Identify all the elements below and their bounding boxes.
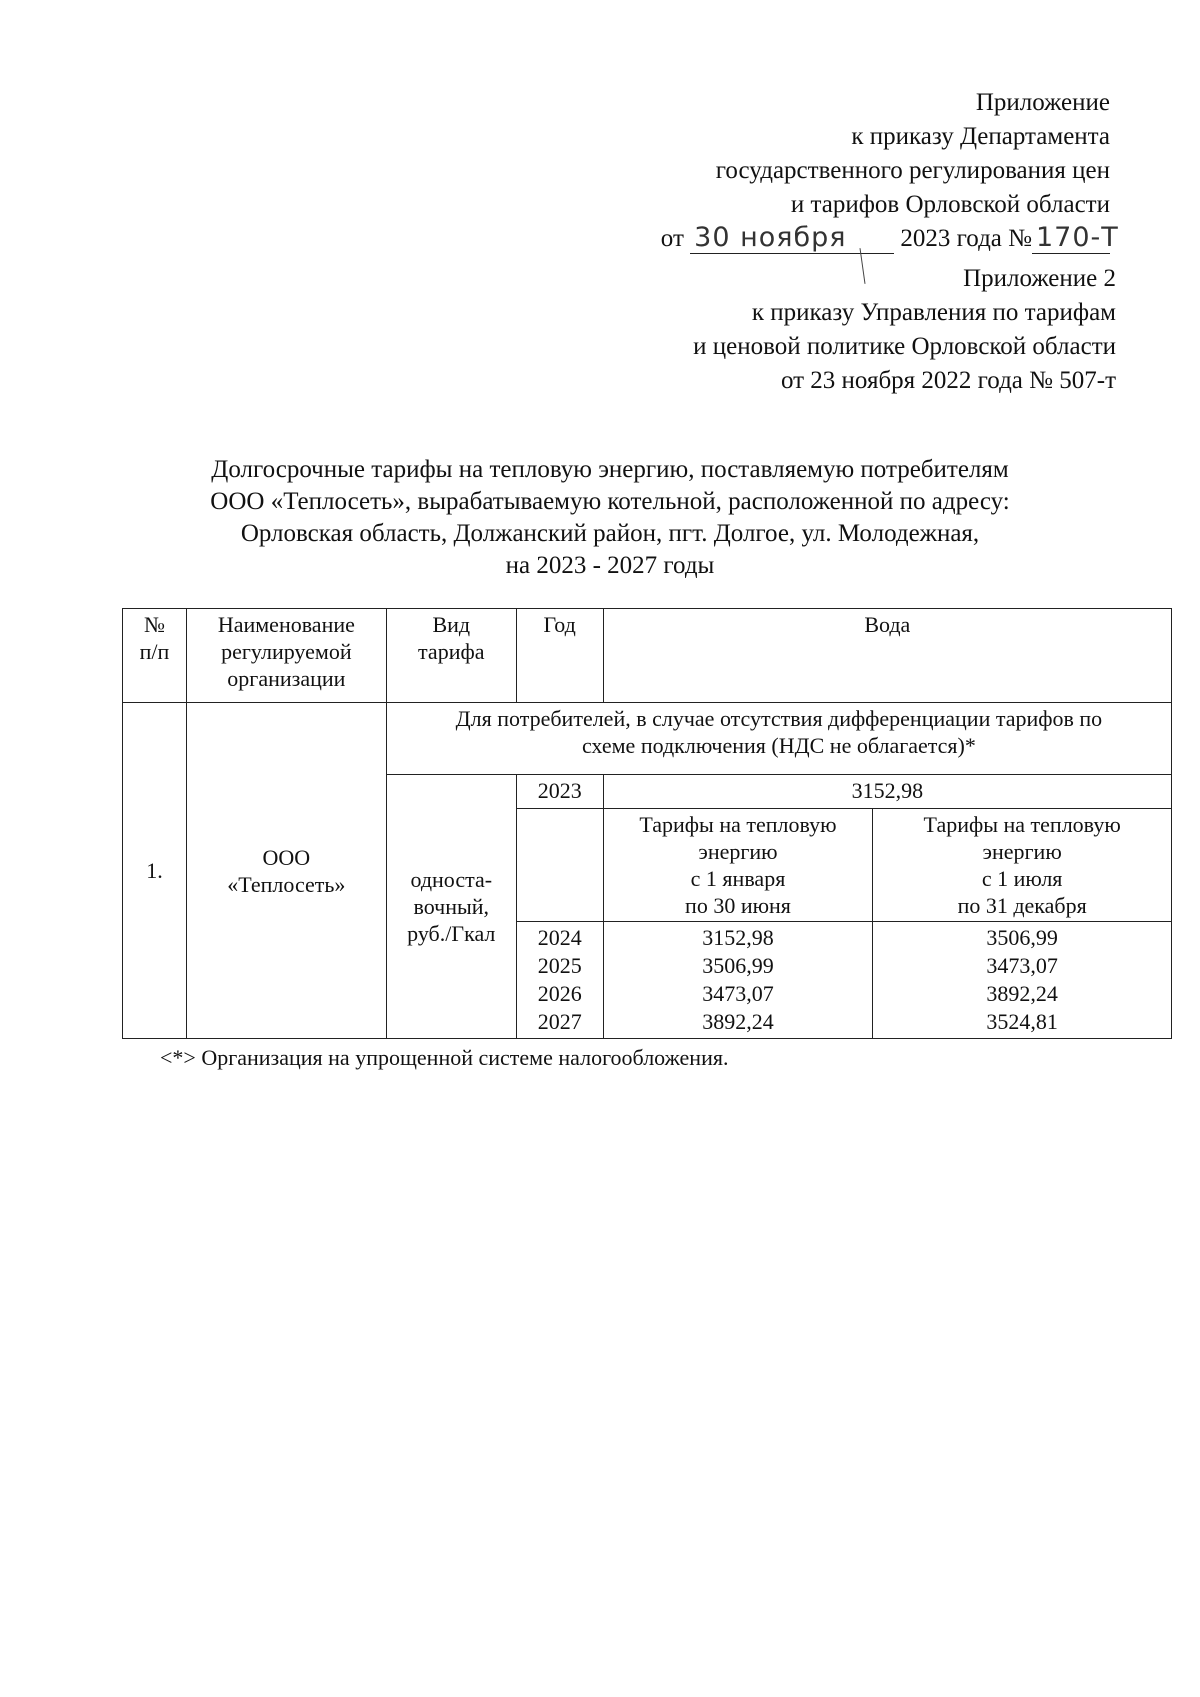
- handwritten-date: 30 ноября: [694, 222, 847, 253]
- footnote: <*> Организация на упрощенной системе налогообложения.: [160, 1045, 729, 1070]
- period-text: Тарифы на тепловую: [639, 812, 837, 837]
- header-num: [123, 609, 187, 703]
- period1-header: [603, 809, 873, 922]
- tariff-value: 3892,24: [986, 981, 1058, 1006]
- org-text: ООО: [262, 844, 311, 870]
- consumers-note: [386, 703, 1171, 775]
- order-date-field: [690, 224, 894, 254]
- tariff-type-text: руб./Гкал: [407, 921, 496, 946]
- period1-values: [603, 922, 873, 1039]
- title-line: ООО «Теплосеть», вырабатываемую котельной, расположенной по адресу:: [210, 488, 1010, 515]
- order-year-text: 2023 года №: [900, 225, 1032, 252]
- period-text: по 30 июня: [685, 893, 791, 918]
- header2-line: от 23 ноября 2022 года № 507-т: [780, 367, 1116, 394]
- table-row: [123, 703, 1172, 775]
- org-text: «Теплосеть»: [227, 871, 346, 897]
- header-text: тарифа: [418, 639, 485, 664]
- header-line: Приложение: [975, 89, 1110, 116]
- header-line: и тарифов Орловской области: [790, 191, 1110, 218]
- header-text: №: [143, 612, 165, 637]
- order-number-field: [1032, 222, 1119, 254]
- header-text: регулируемой: [221, 639, 352, 664]
- header-text: Наименование: [217, 612, 355, 637]
- appendix2-header: [693, 262, 1116, 398]
- handwritten-number: 170-Т: [1036, 222, 1119, 253]
- appendix-header: [660, 86, 1119, 256]
- year-2023-cell: 2023: [516, 775, 603, 809]
- header2-line: и ценовой политике Орловской области: [693, 333, 1116, 360]
- header-line: к приказу Департамента: [851, 123, 1110, 150]
- tariff-value: 3892,24: [702, 1009, 774, 1034]
- year-empty-cell: [516, 809, 603, 922]
- title-line: на 2023 - 2027 годы: [505, 552, 715, 579]
- header-text: организации: [227, 666, 346, 691]
- consumers-text: Для потребителей, в случае отсутствия дифференциации тарифов по: [455, 706, 1103, 731]
- year-value: 2025: [537, 953, 582, 978]
- period-text: энергию: [982, 839, 1062, 864]
- tariff-type-text: вочный,: [413, 894, 490, 919]
- header-text: п/п: [139, 639, 170, 664]
- year-value: 2027: [537, 1009, 582, 1034]
- header-tariff-type: [386, 609, 516, 703]
- header-text: Вид: [432, 612, 471, 637]
- title-line: Долгосрочные тарифы на тепловую энергию, поставляемую потребителям: [211, 456, 1009, 483]
- tariff-value: 3473,07: [986, 953, 1058, 978]
- year-value: 2026: [537, 981, 582, 1006]
- title-line: Орловская область, Должанский район, пгт. Долгое, ул. Молодежная,: [240, 520, 980, 547]
- tariff-value: 3506,99: [986, 925, 1058, 950]
- period2-values: [873, 922, 1172, 1039]
- order-prefix: от: [660, 225, 684, 252]
- document-title: [130, 454, 1090, 582]
- header-line: государственного регулирования цен: [715, 157, 1110, 184]
- header2-line: к приказу Управления по тарифам: [751, 299, 1116, 326]
- period-text: с 1 июля: [981, 866, 1063, 891]
- tariff-value: 3473,07: [702, 981, 774, 1006]
- table-header-row: [123, 609, 1172, 703]
- period-text: по 31 декабря: [957, 893, 1087, 918]
- header-year: Год: [516, 609, 603, 703]
- years-cell: [516, 922, 603, 1039]
- value-2023-cell: 3152,98: [603, 775, 1171, 809]
- consumers-text: схеме подключения (НДС не облагается)*: [581, 733, 976, 758]
- period-text: энергию: [698, 839, 778, 864]
- period2-header: [873, 809, 1172, 922]
- tariff-value: 3524,81: [986, 1009, 1058, 1034]
- tariff-type-text: односта-: [410, 867, 493, 892]
- row-number: 1.: [123, 703, 187, 1039]
- year-value: 2024: [537, 925, 582, 950]
- tariff-type: [386, 775, 516, 1039]
- header-org: [186, 609, 386, 703]
- organization-name: [186, 703, 386, 1039]
- tariff-value: 3152,98: [702, 925, 774, 950]
- header-water: Вода: [603, 609, 1171, 703]
- period-text: с 1 января: [690, 866, 786, 891]
- period-text: Тарифы на тепловую: [923, 812, 1121, 837]
- tariff-value: 3506,99: [702, 953, 774, 978]
- tariff-table: [122, 608, 1172, 1039]
- order-date-line: [660, 222, 1119, 256]
- header2-line: Приложение 2: [963, 265, 1116, 292]
